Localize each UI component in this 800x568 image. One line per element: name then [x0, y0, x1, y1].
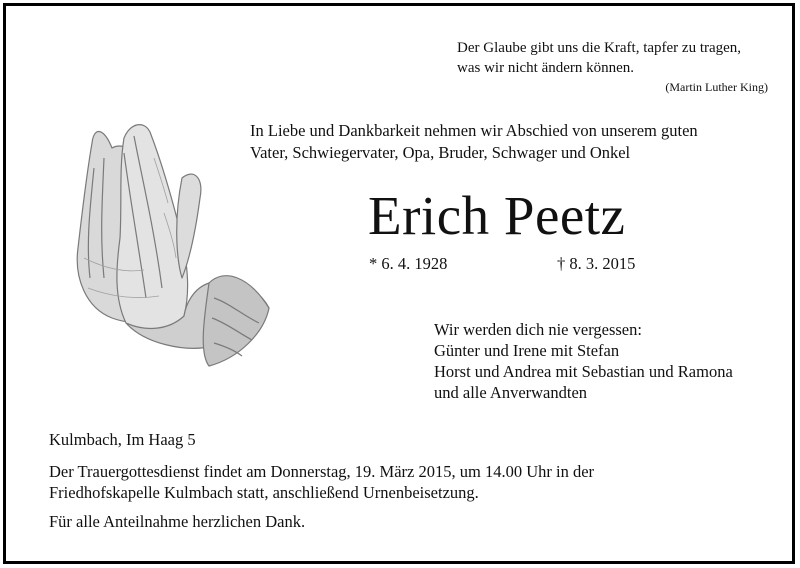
obituary-notice	[3, 3, 795, 564]
address: Kulmbach, Im Haag 5	[49, 430, 196, 449]
mourners-line: Günter und Irene mit Stefan	[434, 341, 620, 360]
mourners-list	[434, 319, 733, 403]
quote	[457, 38, 741, 78]
intro-text	[250, 120, 698, 164]
mourners-line: Horst und Andrea mit Sebastian und Ramona	[434, 362, 733, 381]
birth-date: * 6. 4. 1928	[369, 254, 448, 273]
quote-line: was wir nicht ändern können.	[457, 60, 635, 76]
mourners-line: und alle Anverwandten	[434, 383, 588, 402]
quote-line: Der Glaube gibt uns die Kraft, tapfer zu tragen,	[457, 40, 742, 56]
thanks-text: Für alle Anteilnahme herzlichen Dank.	[49, 512, 306, 531]
praying-hands-icon	[64, 118, 274, 383]
death-date: † 8. 3. 2015	[557, 254, 636, 273]
intro-line: In Liebe und Dankbarkeit nehmen wir Abschied von unserem guten	[250, 121, 698, 140]
mourners-line: Wir werden dich nie vergessen:	[434, 320, 642, 339]
deceased-name: Erich Peetz	[368, 185, 626, 246]
service-line: Friedhofskapelle Kulmbach statt, anschließend Urnenbeisetzung.	[49, 483, 479, 502]
service-info	[49, 461, 594, 503]
quote-author: (Martin Luther King)	[665, 80, 768, 94]
service-line: Der Trauergottesdienst findet am Donnerstag, 19. März 2015, um 14.00 Uhr in der	[49, 462, 595, 481]
intro-line: Vater, Schwiegervater, Opa, Bruder, Schwager und Onkel	[250, 143, 631, 162]
